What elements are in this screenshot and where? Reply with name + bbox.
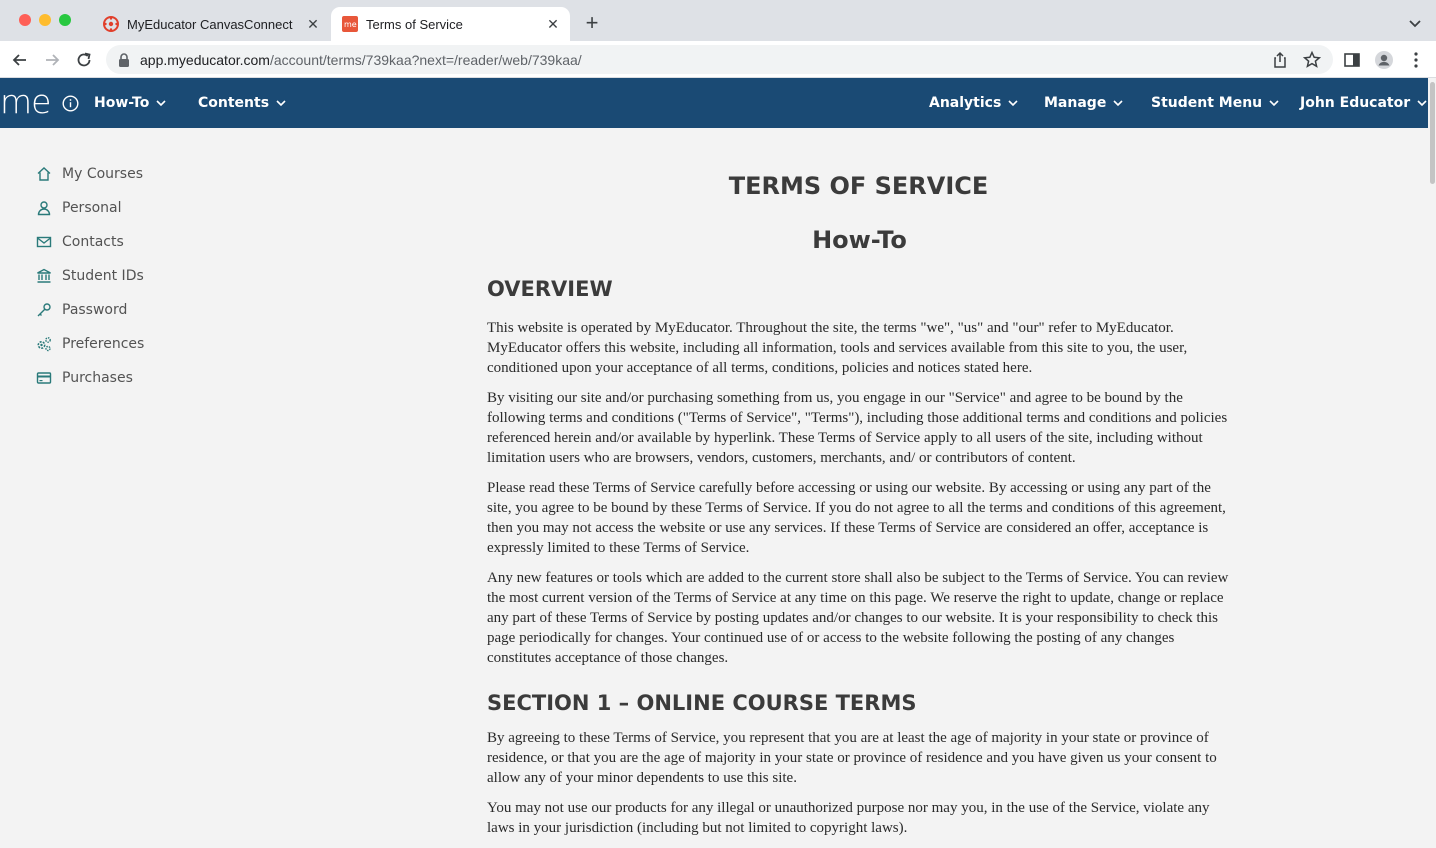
sidebar-item-personal[interactable] xyxy=(36,197,122,219)
overview-paragraph: Please read these Terms of Service carefully before accessing or using our website. By accessing or using any part of the site, you agree to be bound by these Terms of Service. If you do not agree to all the terms and conditions of this agreement, then you may not access the website or use any services. If these Terms of Service are considered an offer, acceptance is expressly limited to these Terms of Service. xyxy=(487,480,1226,556)
terms-content xyxy=(487,166,1232,848)
window-close-button[interactable] xyxy=(19,14,31,26)
app-header xyxy=(0,78,1428,128)
sidebar-item-contacts[interactable] xyxy=(36,231,124,253)
browser-tab-strip xyxy=(0,0,1436,41)
sidebar-item-label: Password xyxy=(62,302,128,318)
bookmark-star-icon[interactable] xyxy=(1302,50,1322,70)
menu-label: Contents xyxy=(198,95,270,111)
sidebar-item-label: Student IDs xyxy=(62,268,144,284)
menu-label: Analytics xyxy=(929,95,1002,111)
browser-toolbar xyxy=(0,41,1436,78)
overview-paragraph: By visiting our site and/or purchasing something from us, you engage in our "Service" and agree to be bound by the following terms and conditions ("Terms of Service", "Terms"), including those additional terms and conditions and policies referenced herein and/or available by hyperlink. These Terms of Service apply to all users of the site, including without limitation users who are browsers, vendors, customers, merchants, and/ or contributors of content. xyxy=(487,390,1228,466)
kebab-menu-icon[interactable] xyxy=(1406,50,1426,70)
profile-avatar-icon[interactable] xyxy=(1374,50,1394,70)
bank-icon xyxy=(36,268,52,284)
chevron-down-icon xyxy=(1113,100,1123,107)
sidebar-item-preferences[interactable] xyxy=(36,333,144,355)
info-icon[interactable] xyxy=(62,95,79,112)
menu-label: How-To xyxy=(94,95,150,111)
browser-tab-terms[interactable] xyxy=(331,7,570,41)
menu-student[interactable] xyxy=(1151,78,1279,128)
chevron-down-icon xyxy=(1417,100,1427,107)
canvas-favicon-icon xyxy=(103,16,119,32)
overview-heading: OVERVIEW xyxy=(487,277,613,301)
key-icon xyxy=(36,302,52,318)
sidebar-item-purchases[interactable] xyxy=(36,367,133,389)
chevron-down-icon xyxy=(276,100,286,107)
share-icon[interactable] xyxy=(1270,50,1290,70)
tab-title: MyEducator CanvasConnect xyxy=(127,16,293,32)
svg-text:me: me xyxy=(344,20,357,29)
overview-paragraph: This website is operated by MyEducator. Throughout the site, the terms "we", "us" and "our" refer to MyEducator. MyEducator offers this website, including all information, tools and services available from this site to you, the user, conditioned upon your acceptance of all terms, conditions, policies and notices stated here. xyxy=(487,320,1188,376)
chevron-down-icon xyxy=(156,100,166,107)
page-title: TERMS OF SERVICE xyxy=(728,172,989,200)
sidebar-item-label: Preferences xyxy=(62,336,145,352)
sidebar-item-label: Contacts xyxy=(62,234,124,250)
forward-arrow-icon[interactable] xyxy=(42,50,62,70)
browser-tab-canvasconnect[interactable] xyxy=(92,7,330,41)
cogs-icon xyxy=(36,336,52,352)
chevron-down-icon[interactable] xyxy=(1406,14,1424,32)
page-scrollbar-thumb[interactable] xyxy=(1430,82,1435,184)
url-path: /account/terms/739kaa?next=/reader/web/739kaa/ xyxy=(269,51,582,68)
sidebar-item-my-courses[interactable] xyxy=(36,163,143,185)
url-host: app.myeducator.com xyxy=(140,51,270,68)
chevron-down-icon xyxy=(1008,100,1018,107)
menu-analytics[interactable] xyxy=(929,78,1018,128)
menu-contents[interactable] xyxy=(198,78,286,128)
section1-heading: SECTION 1 – ONLINE COURSE TERMS xyxy=(487,691,917,715)
menu-label: Student Menu xyxy=(1151,95,1263,111)
sidebar-item-label: Personal xyxy=(62,200,122,216)
menu-how-to[interactable] xyxy=(94,78,166,128)
page-scrollbar-track[interactable] xyxy=(1428,78,1436,826)
sidebar-item-password[interactable] xyxy=(36,299,127,321)
credit-card-icon xyxy=(36,370,52,386)
section1-paragraph: You may not use our products for any illegal or unauthorized purpose nor may you, in the use of the Service, violate any laws in your jurisdiction (including but not limited to copyright laws). xyxy=(487,800,1210,836)
back-arrow-icon[interactable] xyxy=(10,50,30,70)
new-tab-button[interactable]: + xyxy=(585,10,599,35)
menu-label: John Educator xyxy=(1300,95,1411,111)
overview-paragraph: Any new features or tools which are added to the current store shall also be subject to the Terms of Service. You can review the most current version of the Terms of Service at any time on this page. We reserve the right to update, change or replace any part of these Terms of Service by posting updates and/or changes to our website. It is your responsibility to check this page periodically for changes. Your continued use of or access to the website following the posting of any changes constitutes acceptance of those changes. xyxy=(487,570,1229,666)
menu-user[interactable] xyxy=(1300,78,1427,128)
window-minimize-button[interactable] xyxy=(39,14,51,26)
close-tab-icon[interactable]: ✕ xyxy=(307,15,319,32)
sidebar-item-label: My Courses xyxy=(62,166,143,182)
close-tab-icon[interactable]: ✕ xyxy=(547,15,559,32)
address-bar[interactable] xyxy=(106,45,1333,74)
tab-title: Terms of Service xyxy=(366,16,463,32)
myeducator-favicon-icon xyxy=(342,16,358,32)
chevron-down-icon xyxy=(1269,100,1279,107)
home-icon xyxy=(36,166,52,182)
menu-manage[interactable] xyxy=(1044,78,1123,128)
section1-paragraph: By agreeing to these Terms of Service, you represent that you are at least the age of majority in your state or province of residence, or that you are the age of majority in your state or province of residence and you have given us your consent to allow any of your minor dependents to use this site. xyxy=(487,730,1217,786)
lock-icon xyxy=(118,53,130,67)
window-maximize-button[interactable] xyxy=(59,14,71,26)
sidebar-item-label: Purchases xyxy=(62,370,133,386)
sidebar-item-student-ids[interactable] xyxy=(36,265,144,287)
page-subtitle: How-To xyxy=(812,226,907,254)
mail-icon xyxy=(36,234,52,250)
reload-icon[interactable] xyxy=(74,50,94,70)
myeducator-logo[interactable]: me xyxy=(0,82,51,121)
user-icon xyxy=(36,200,52,216)
menu-label: Manage xyxy=(1044,95,1107,111)
side-panel-icon[interactable] xyxy=(1342,50,1362,70)
